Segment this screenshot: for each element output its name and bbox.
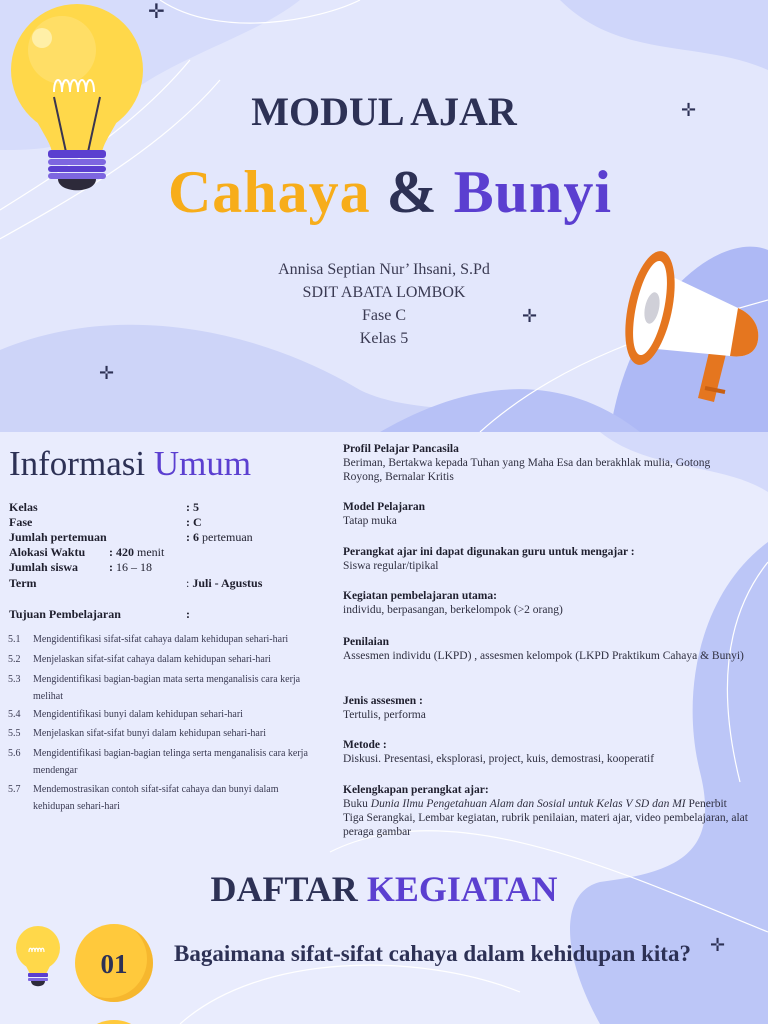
model-section: Model Pelajaran Tatap muka <box>343 501 426 527</box>
activity-question: Bagaimana sifat-sifat cahaya dalam kehidupan kita? <box>174 941 691 966</box>
field-value: : 6 pertemuan <box>186 530 253 544</box>
field-label: Jumlah siswa <box>9 560 79 574</box>
author-name: Annisa Septian Nur’ Ihsani, S.Pd <box>278 261 490 278</box>
profil-section: Profil Pelajar Pancasila Beriman, Bertakwa kepada Tuhan yang Maha Esa dan berakhlak mulia, Gotong Royong, Bernalar Kritis <box>343 443 711 483</box>
field-label: Term <box>9 576 37 590</box>
goal-item: 5.1 Mengidentifikasi sifat-sifat cahaya dalam kehidupan sehari-hari <box>8 634 289 645</box>
phase-label: Fase C <box>362 307 406 324</box>
goal-item: 5.2 Menjelaskan sifat-sifat cahaya dalam kehidupan sehari-hari <box>8 654 271 665</box>
module-heading: MODUL AJAR <box>251 89 517 134</box>
info-title <box>9 444 251 484</box>
field-label: Alokasi Waktu <box>9 545 86 559</box>
goals-label: Tujuan Pembelajaran <box>9 607 121 621</box>
goal-item: 5.3 Mengidentifikasi bagian-bagian mata serta menganalisis cara kerja melihat <box>8 674 301 702</box>
field-value: : C <box>186 515 202 529</box>
jenis-assesmen-section: Jenis assesmen : Tertulis, performa <box>343 695 426 721</box>
field-value: : 16 – 18 <box>109 560 152 574</box>
info-title-part2: Umum <box>153 444 252 483</box>
school-name: SDIT ABATA LOMBOK <box>302 284 466 301</box>
small-lightbulb-icon <box>12 924 64 990</box>
kegiatan-section: Kegiatan pembelajaran utama: individu, berpasangan, berkelompok (>2 orang) <box>343 590 563 616</box>
info-section <box>0 432 768 1024</box>
sparkle-icon: ✛ <box>522 306 538 326</box>
penilaian-section: Penilaian Assesmen individu (LKPD) , assesmen kelompok (LKPD Praktikum Cahaya & Bunyi) <box>343 636 744 662</box>
goal-item: 5.7 Mendemostrasikan contoh sifat-sifat cahaya dan bunyi dalam kehidupan sehari-hari <box>8 784 279 812</box>
title-word-bunyi: Bunyi <box>453 159 613 225</box>
module-title <box>0 158 768 227</box>
title-ampersand: & <box>386 159 438 225</box>
goal-item: 5.6 Mengidentifikasi bagian-bagian telinga serta menganalisis cara kerja mendengar <box>8 748 308 776</box>
sparkle-icon: ✛ <box>99 363 115 383</box>
field-value: : 420 menit <box>109 545 165 559</box>
goal-item: 5.4 Mengidentifikasi bunyi dalam kehidupan sehari-hari <box>8 709 243 720</box>
sparkle-icon: ✛ <box>710 935 726 955</box>
title-word-cahaya: Cahaya <box>167 159 371 225</box>
activity-list-heading: DAFTAR KEGIATAN <box>210 869 558 909</box>
grade-label: Kelas 5 <box>359 330 409 347</box>
field-value: : Juli - Agustus <box>186 576 263 590</box>
metode-section: Metode : Diskusi. Presentasi, eksplorasi, project, kuis, demostrasi, kooperatif <box>343 739 655 765</box>
sparkle-icon: ✛ <box>681 100 697 120</box>
field-label: Fase <box>9 515 33 529</box>
cover-section <box>0 0 768 432</box>
kelengkapan-section: Kelengkapan perangkat ajar: Buku Dunia Ilmu Pengetahuan Alam dan Sosial untuk Kelas V SD dan MI Penerbit Tiga Serangkai, Lembar kegiatan, rubrik penilaian, materi ajar, video pembelajaran, alat peraga gambar <box>343 784 748 838</box>
field-label: Jumlah pertemuan <box>9 530 107 544</box>
field-value: : 5 <box>186 500 199 514</box>
goal-item: 5.5 Menjelaskan sifat-sifat bunyi dalam kehidupan sehari-hari <box>8 728 266 739</box>
info-title-part1: Informasi <box>9 444 146 483</box>
perangkat-section: Perangkat ajar ini dapat digunakan guru untuk mengajar : Siswa regular/tipikal <box>343 546 635 572</box>
activity-number-badge: 01 <box>75 924 153 1002</box>
sparkle-icon: ✛ <box>148 1 165 23</box>
field-label: Kelas <box>9 500 38 514</box>
goals-sep: : <box>186 607 190 621</box>
